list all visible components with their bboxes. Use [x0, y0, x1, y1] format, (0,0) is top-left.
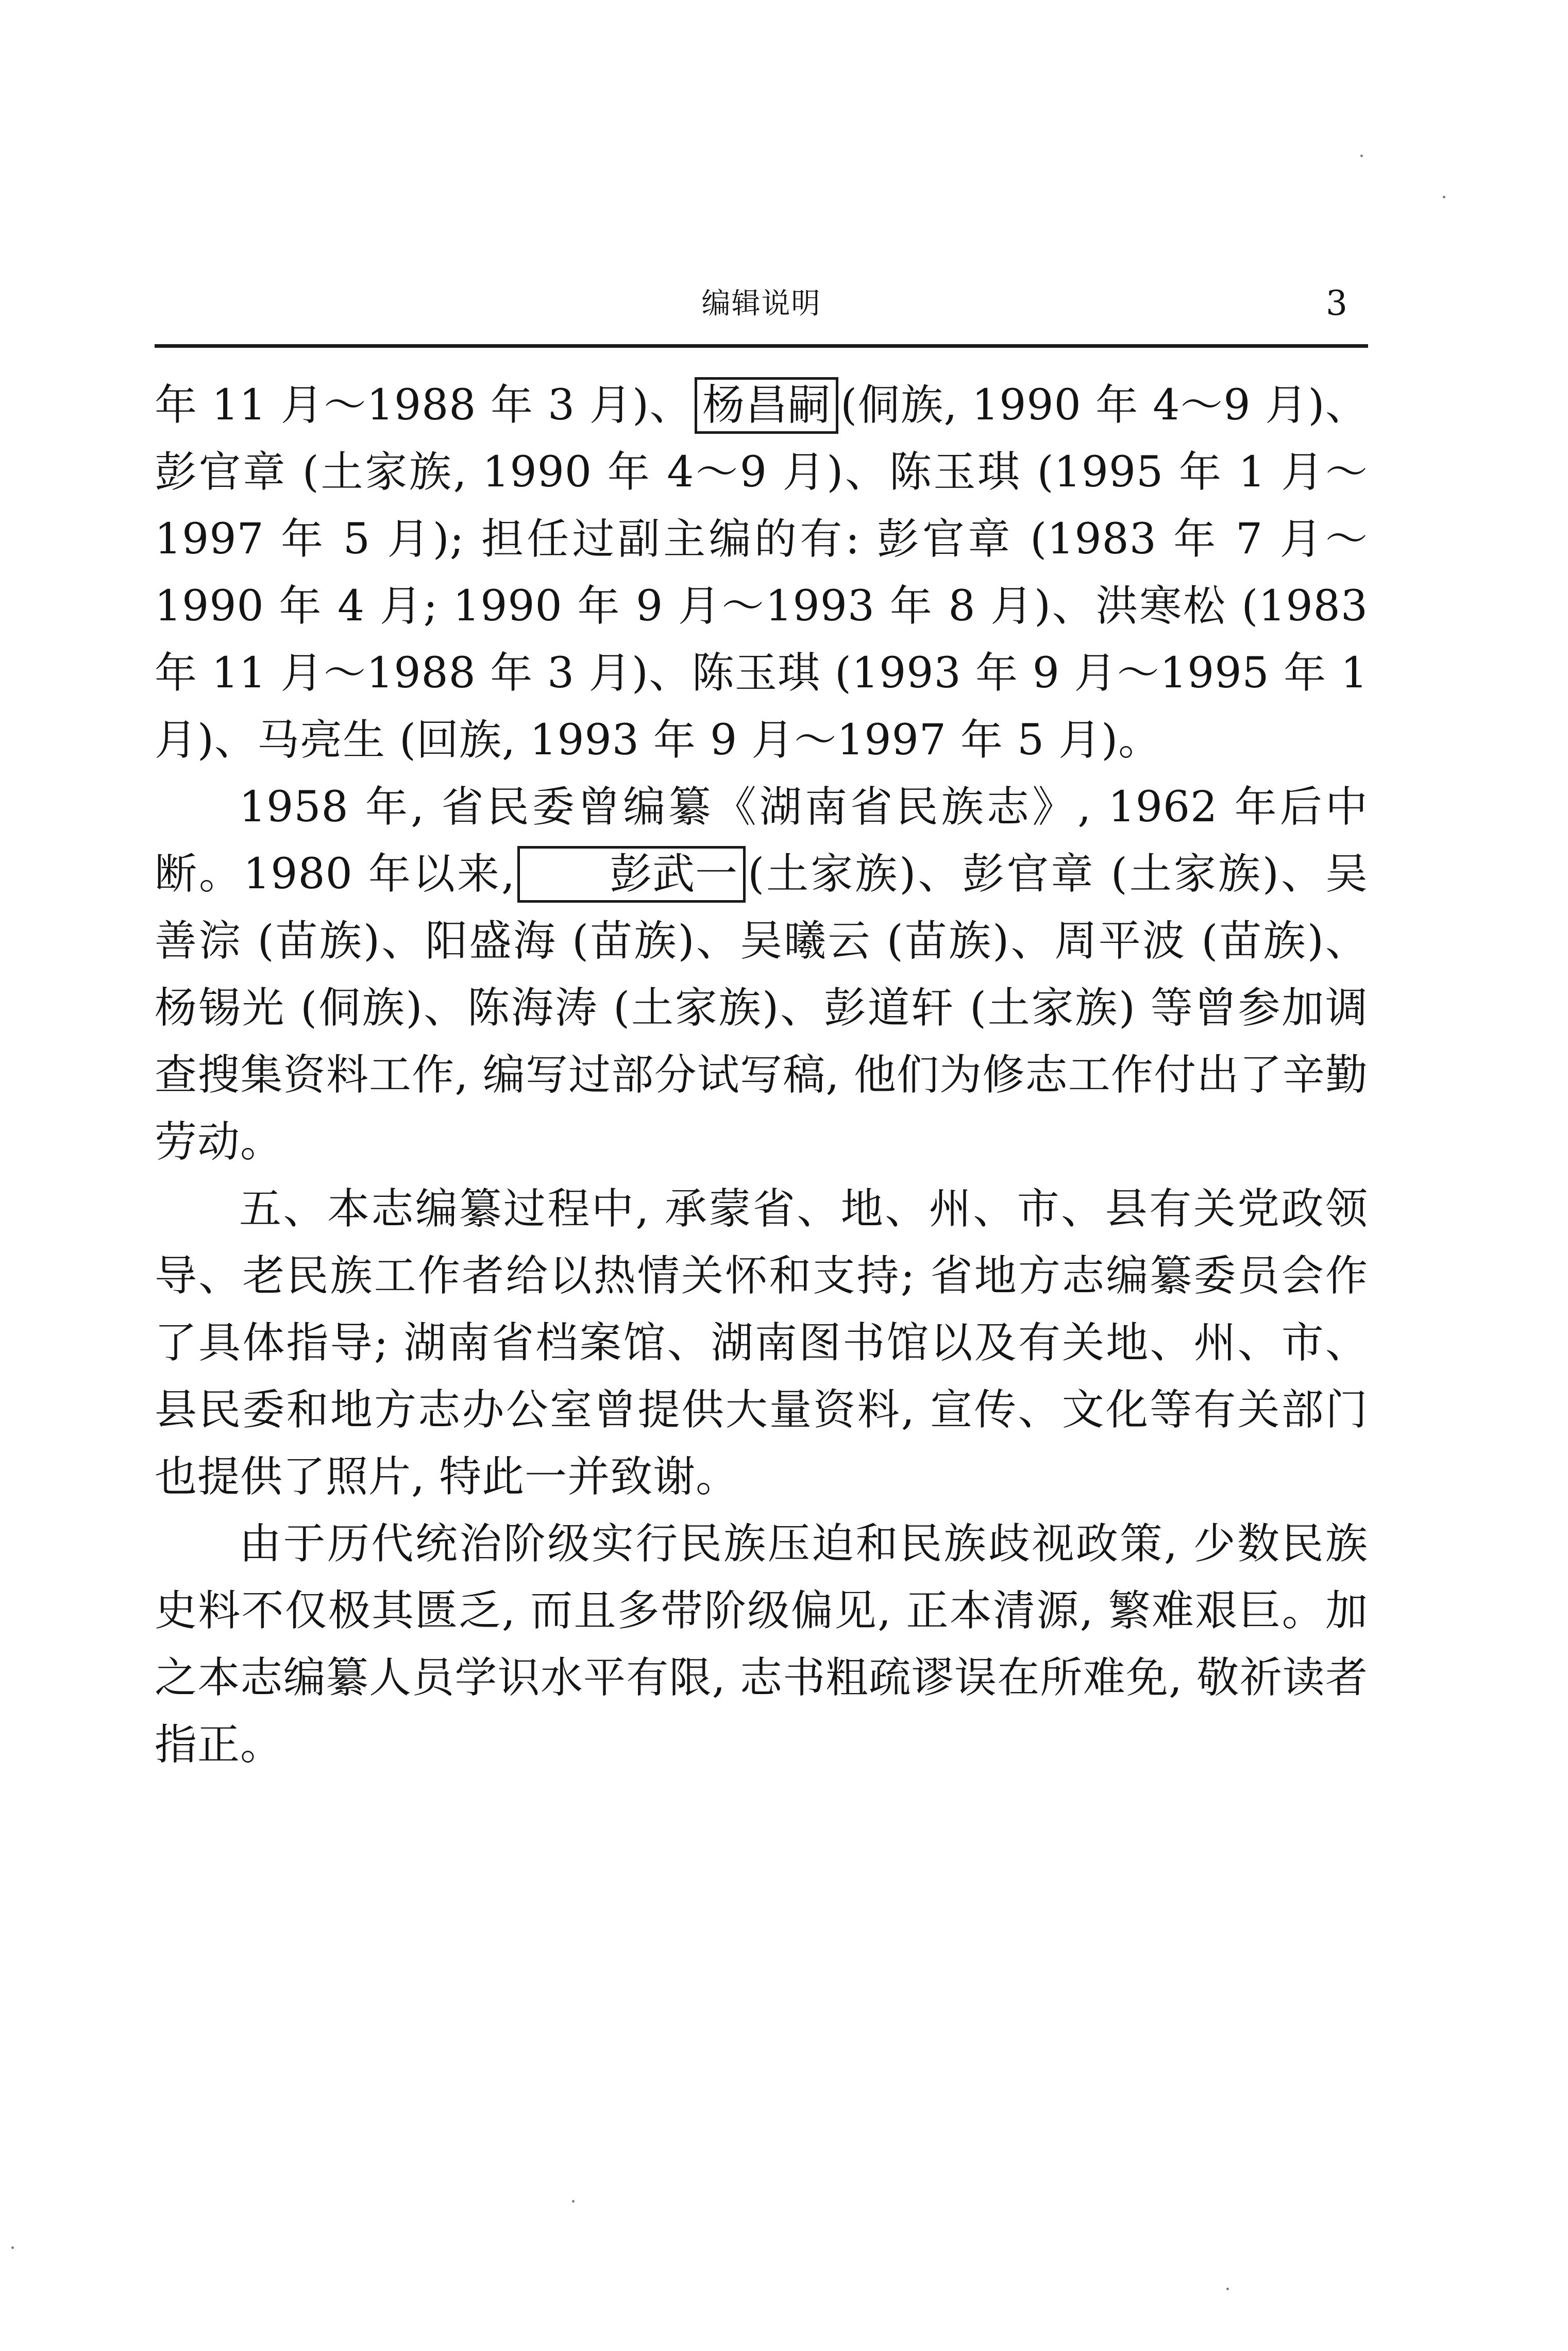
header-rule: [155, 344, 1368, 348]
scan-speck: [1443, 196, 1445, 198]
scan-speck: [572, 2200, 575, 2203]
paragraph-text: (侗族, 1990 年 4～9 月)、彭官章 (土家族, 1990 年 4～9 月)、陈玉琪 (1995 年 1 月～1997 年 5 月); 担任过副主编的有: 彭官章 (1983 年 7 月～1990 年 4 月; 1990 年 9 月～1993 年 8 月)、洪寒松 (1983 年 11 月～1988 年 3 月)、陈玉琪 (1993 年 9 月～1995 年 1 月)、马亮生 (回族, 1993 年 9 月～1997 年 5 月)。: [155, 381, 1368, 765]
scan-speck: [1226, 2288, 1229, 2290]
paragraph-acknowledgements: 五、本志编纂过程中, 承蒙省、地、州、市、县有关党政领导、老民族工作者给以热情关怀和支持; 省地方志编纂委员会作了具体指导; 湖南省档案馆、湖南图书馆以及有关地、州、市、县民委和地方志办公室曾提供大量资料, 宣传、文化等有关部门也提供了照片, 特此一并致谢。: [155, 1185, 1368, 1501]
paragraph-editors-continued: [155, 372, 1368, 774]
paragraph-history: [155, 774, 1368, 1176]
paragraph-text: 年 11 月～1988 年 3 月)、: [155, 381, 693, 430]
page-number: 3: [1326, 283, 1347, 323]
paragraph-text: 1958 年, 省民委曾编纂《湖南省民族志》, 1962 年后中断。1980 年以来,: [155, 783, 1368, 899]
boxed-name: 杨昌嗣: [695, 377, 838, 434]
page-header: [155, 273, 1368, 340]
paragraph-text: (土家族)、彭官章 (土家族)、吴善淙 (苗族)、阳盛海 (苗族)、吴曦云 (苗族)、周平波 (苗族)、杨锡光 (侗族)、陈海涛 (土家族)、彭道轩 (土家族) 等曾参加调查搜集资料工作, 编写过部分试写稿, 他们为修志工作付出了辛勤劳动。: [155, 850, 1368, 1166]
scan-speck: [1360, 155, 1363, 157]
scan-speck: [11, 2246, 14, 2249]
body-text: [155, 372, 1368, 1779]
boxed-name: 彭武一: [517, 846, 746, 903]
running-title: 编辑说明: [701, 287, 821, 320]
paragraph-closing: 由于历代统治阶级实行民族压迫和民族歧视政策, 少数民族史料不仅极其匮乏, 而且多带阶级偏见, 正本清源, 繁难艰巨。加之本志编纂人员学识水平有限, 志书粗疏谬误在所难免, 敬祈读者指正。: [155, 1519, 1368, 1769]
